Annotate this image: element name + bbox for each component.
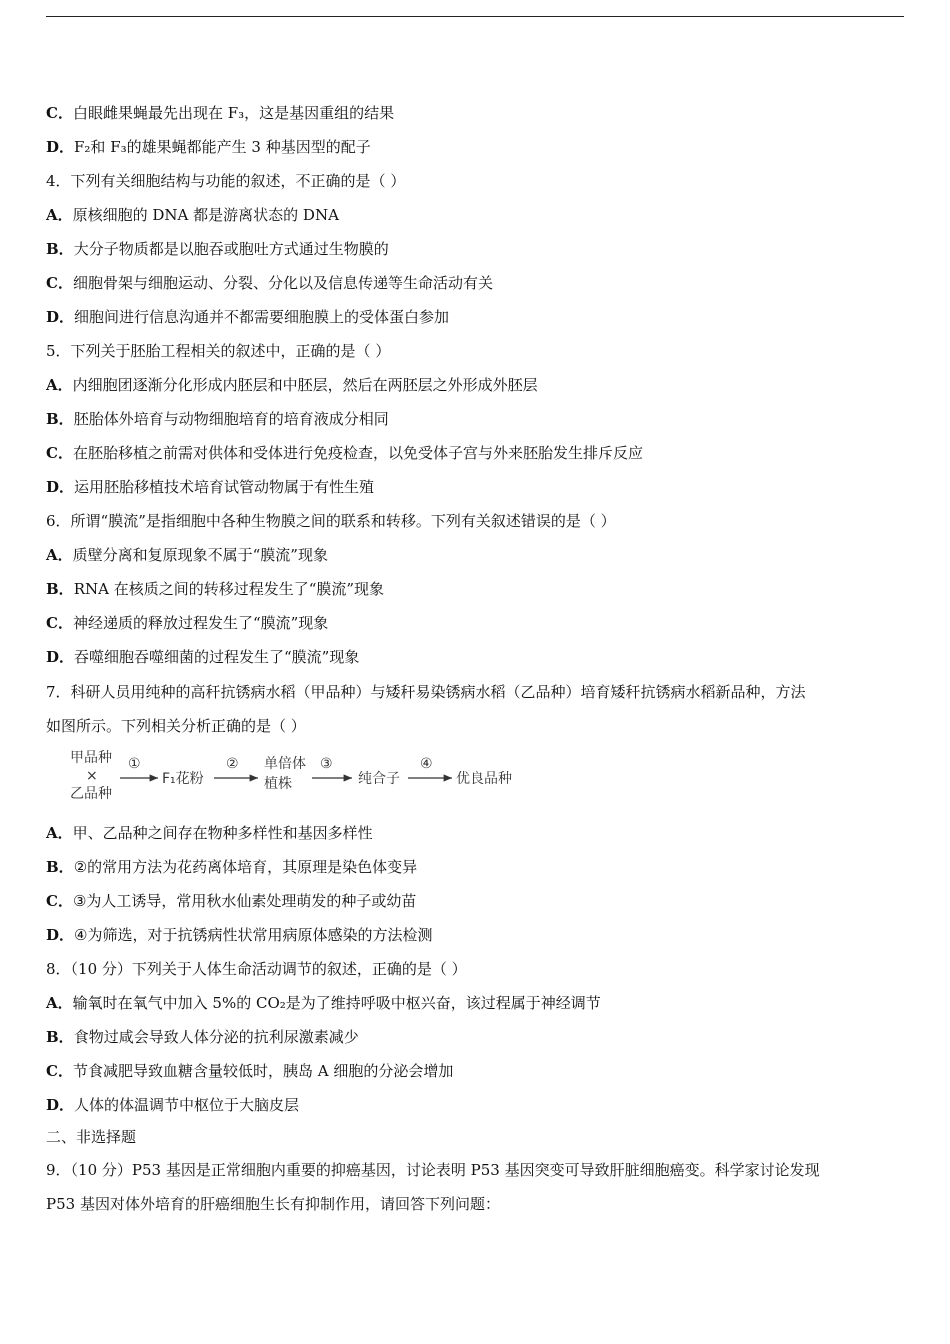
q5-option-a: A．内细胞团逐渐分化形成内胚层和中胚层，然后在两胚层之外形成外胚层 — [46, 376, 538, 394]
q9-stem-line1: 9．（10 分）P53 基因是正常细胞内重要的抑癌基因，讨论表明 P53 基因突变可导致肝脏细胞癌变。科学家讨论发现 — [46, 1161, 820, 1179]
q6-stem: 6．所谓“膜流”是指细胞中各种生物膜之间的联系和转移。下列有关叙述错误的是（ ） — [46, 512, 616, 530]
step1-label: ① — [128, 756, 141, 772]
q6-option-a: A．质壁分离和复原现象不属于“膜流”现象 — [46, 546, 328, 564]
section-title-non-choice: 二、非选择题 — [46, 1128, 137, 1146]
q9-stem-line2: P53 基因对体外培育的肝癌细胞生长有抑制作用，请回答下列问题： — [46, 1195, 500, 1213]
parent1-label: 甲品种 — [70, 750, 112, 766]
node-elite-variety: 优良品种 — [456, 771, 512, 787]
q4-option-b: B．大分子物质都是以胞吞或胞吐方式通过生物膜的 — [46, 240, 389, 258]
q4-option-c: C．细胞骨架与细胞运动、分裂、分化以及信息传递等生命活动有关 — [46, 274, 493, 292]
q7-stem-line1: 7．科研人员用纯种的高秆抗锈病水稻（甲品种）与矮秆易染锈病水稻（乙品种）培育矮秆抗锈病水稻新品种，方法 — [46, 683, 806, 701]
q8-option-d: D．人体的体温调节中枢位于大脑皮层 — [46, 1096, 300, 1114]
step3-label: ③ — [320, 756, 333, 772]
breeding-flow-svg — [66, 746, 586, 810]
q4-option-a: A．原核细胞的 DNA 都是游离状态的 DNA — [46, 206, 339, 224]
q8-option-c: C．节食减肥导致血糖含量较低时，胰岛 A 细胞的分泌会增加 — [46, 1062, 454, 1080]
q7-option-b: B．②的常用方法为花药离体培育，其原理是染色体变异 — [46, 858, 418, 876]
q8-stem: 8．（10 分）下列关于人体生命活动调节的叙述，正确的是（ ） — [46, 960, 467, 978]
parent2-label: 乙品种 — [70, 786, 112, 802]
step4-label: ④ — [420, 756, 433, 772]
q5-option-b: B．胚胎体外培育与动物细胞培育的培育液成分相同 — [46, 410, 389, 428]
node-haploid-line2: 植株 — [264, 776, 292, 792]
q7-option-a: A．甲、乙品种之间存在物种多样性和基因多样性 — [46, 824, 373, 842]
q6-option-c: C．神经递质的释放过程发生了“膜流”现象 — [46, 614, 329, 632]
q3-option-c: C．白眼雌果蝇最先出现在 F₃，这是基因重组的结果 — [46, 104, 395, 122]
q4-stem: 4．下列有关细胞结构与功能的叙述，不正确的是（ ） — [46, 172, 406, 190]
q7-option-d: D．④为筛选，对于抗锈病性状常用病原体感染的方法检测 — [46, 926, 433, 944]
q5-stem: 5．下列关于胚胎工程相关的叙述中，正确的是（ ） — [46, 342, 391, 360]
q3-option-d: D．F₂和 F₃的雄果蝇都能产生 3 种基因型的配子 — [46, 138, 371, 156]
breeding-flow-diagram — [46, 742, 906, 816]
step2-label: ② — [226, 756, 239, 772]
node-f1-pollen: F₁花粉 — [162, 771, 204, 787]
q7-stem-line2: 如图所示。下列相关分析正确的是（ ） — [46, 717, 306, 735]
header-rule — [46, 16, 904, 17]
node-haploid-line1: 单倍体 — [264, 756, 306, 772]
q8-option-b: B．食物过咸会导致人体分泌的抗利尿激素减少 — [46, 1028, 359, 1046]
q4-option-d: D．细胞间进行信息沟通并不都需要细胞膜上的受体蛋白参加 — [46, 308, 450, 326]
q8-option-a: A．输氧时在氧气中加入 5%的 CO₂是为了维持呼吸中枢兴奋，该过程属于神经调节 — [46, 994, 601, 1012]
exam-content — [46, 96, 906, 1220]
q5-option-c: C．在胚胎移植之前需对供体和受体进行免疫检查，以免受体子宫与外来胚胎发生排斥反应 — [46, 444, 643, 462]
node-homozygote: 纯合子 — [358, 771, 400, 787]
q7-option-c: C．③为人工诱导，常用秋水仙素处理萌发的种子或幼苗 — [46, 892, 417, 910]
q6-option-b: B．RNA 在核质之间的转移过程发生了“膜流”现象 — [46, 580, 385, 598]
cross-sign: × — [86, 768, 98, 784]
q5-option-d: D．运用胚胎移植技术培育试管动物属于有性生殖 — [46, 478, 375, 496]
q6-option-d: D．吞噬细胞吞噬细菌的过程发生了“膜流”现象 — [46, 648, 360, 666]
